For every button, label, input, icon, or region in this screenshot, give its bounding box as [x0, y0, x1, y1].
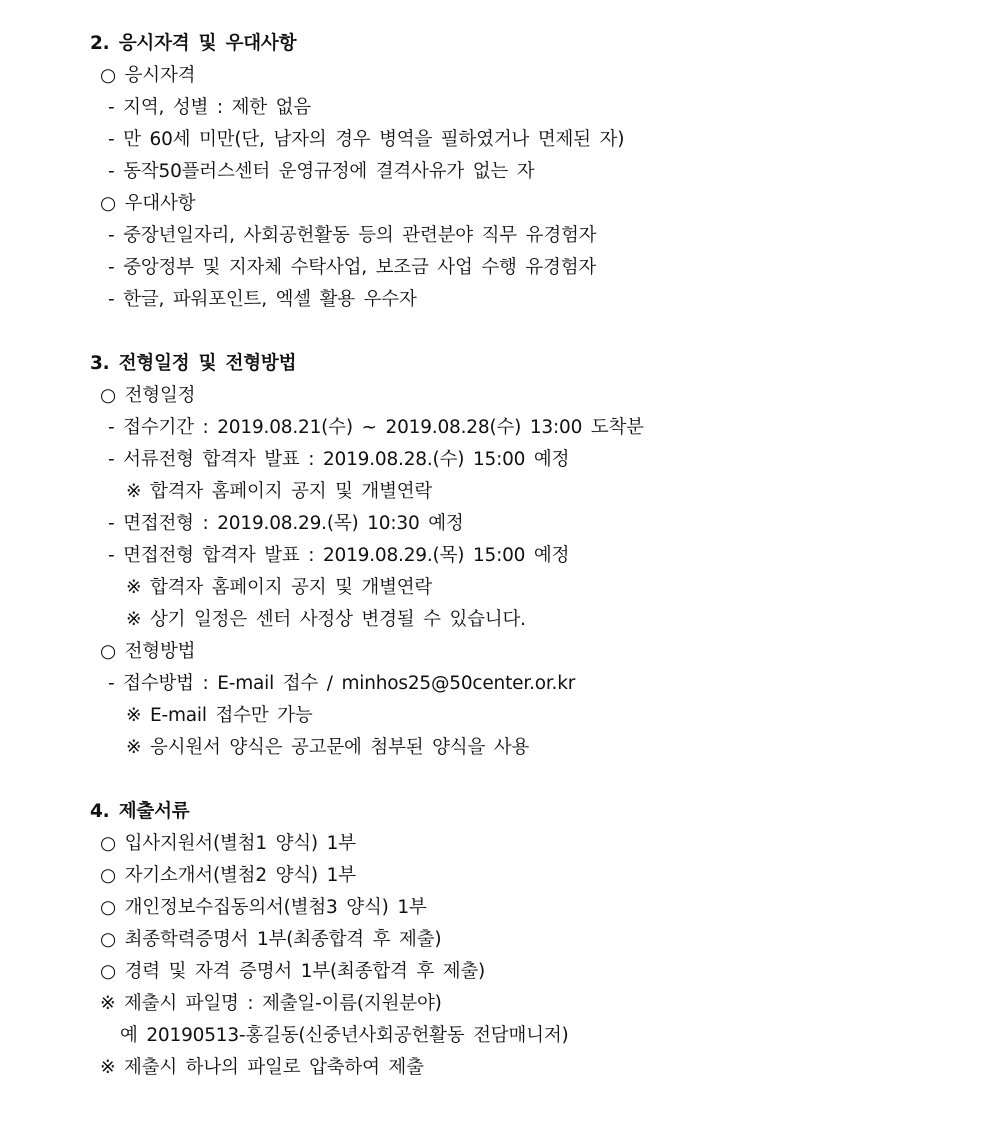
- bullet-item: ○ 전형방법: [100, 641, 196, 662]
- dash-item: - 서류전형 합격자 발표 : 2019.08.28.(수) 15:00 예정: [108, 449, 570, 470]
- dash-item: - 중앙정부 및 지자체 수탁사업, 보조금 사업 수행 유경험자: [108, 257, 597, 278]
- note-item: ※ 상기 일정은 센터 사정상 변경될 수 있습니다.: [126, 609, 526, 630]
- example-item: 예 20190513-홍길동(신중년사회공헌활동 전담매니저): [120, 1025, 569, 1046]
- section-heading: 2. 응시자격 및 우대사항: [90, 33, 297, 54]
- note-item: ※ 제출시 파일명 : 제출일-이름(지원분야): [100, 993, 442, 1014]
- dash-item: - 면접전형 합격자 발표 : 2019.08.29.(목) 15:00 예정: [108, 545, 570, 566]
- dash-item: - 지역, 성별 : 제한 없음: [108, 97, 311, 118]
- dash-item: - 중장년일자리, 사회공헌활동 등의 관련분야 직무 유경험자: [108, 225, 597, 246]
- bullet-item: ○ 응시자격: [100, 65, 196, 86]
- bullet-item: ○ 우대사항: [100, 193, 196, 214]
- note-item: ※ 합격자 홈페이지 공지 및 개별연락: [126, 481, 433, 502]
- note-item: ※ 합격자 홈페이지 공지 및 개별연락: [126, 577, 433, 598]
- note-item: ※ 응시원서 양식은 공고문에 첨부된 양식을 사용: [126, 737, 530, 758]
- bullet-item: ○ 입사지원서(별첨1 양식) 1부: [100, 833, 356, 854]
- bullet-item: ○ 전형일정: [100, 385, 196, 406]
- note-item: ※ 제출시 하나의 파일로 압축하여 제출: [100, 1057, 424, 1078]
- dash-item: - 만 60세 미만(단, 남자의 경우 병역을 필하였거나 면제된 자): [108, 129, 625, 150]
- note-item: ※ E-mail 접수만 가능: [126, 705, 313, 726]
- dash-item: - 한글, 파워포인트, 엑셀 활용 우수자: [108, 289, 417, 310]
- dash-item: - 면접전형 : 2019.08.29.(목) 10:30 예정: [108, 513, 464, 534]
- section-heading: 3. 전형일정 및 전형방법: [90, 353, 297, 374]
- bullet-item: ○ 개인정보수집동의서(별첨3 양식) 1부: [100, 897, 427, 918]
- dash-item: - 접수방법 : E-mail 접수 / minhos25@50center.or.kr: [108, 673, 576, 694]
- dash-item: - 동작50플러스센터 운영규정에 결격사유가 없는 자: [108, 161, 535, 182]
- dash-item: - 접수기간 : 2019.08.21(수) ~ 2019.08.28(수) 13:00 도착분: [108, 417, 644, 438]
- bullet-item: ○ 경력 및 자격 증명서 1부(최종합격 후 제출): [100, 961, 486, 982]
- section-heading: 4. 제출서류: [90, 801, 190, 822]
- bullet-item: ○ 자기소개서(별첨2 양식) 1부: [100, 865, 356, 886]
- bullet-item: ○ 최종학력증명서 1부(최종합격 후 제출): [100, 929, 442, 950]
